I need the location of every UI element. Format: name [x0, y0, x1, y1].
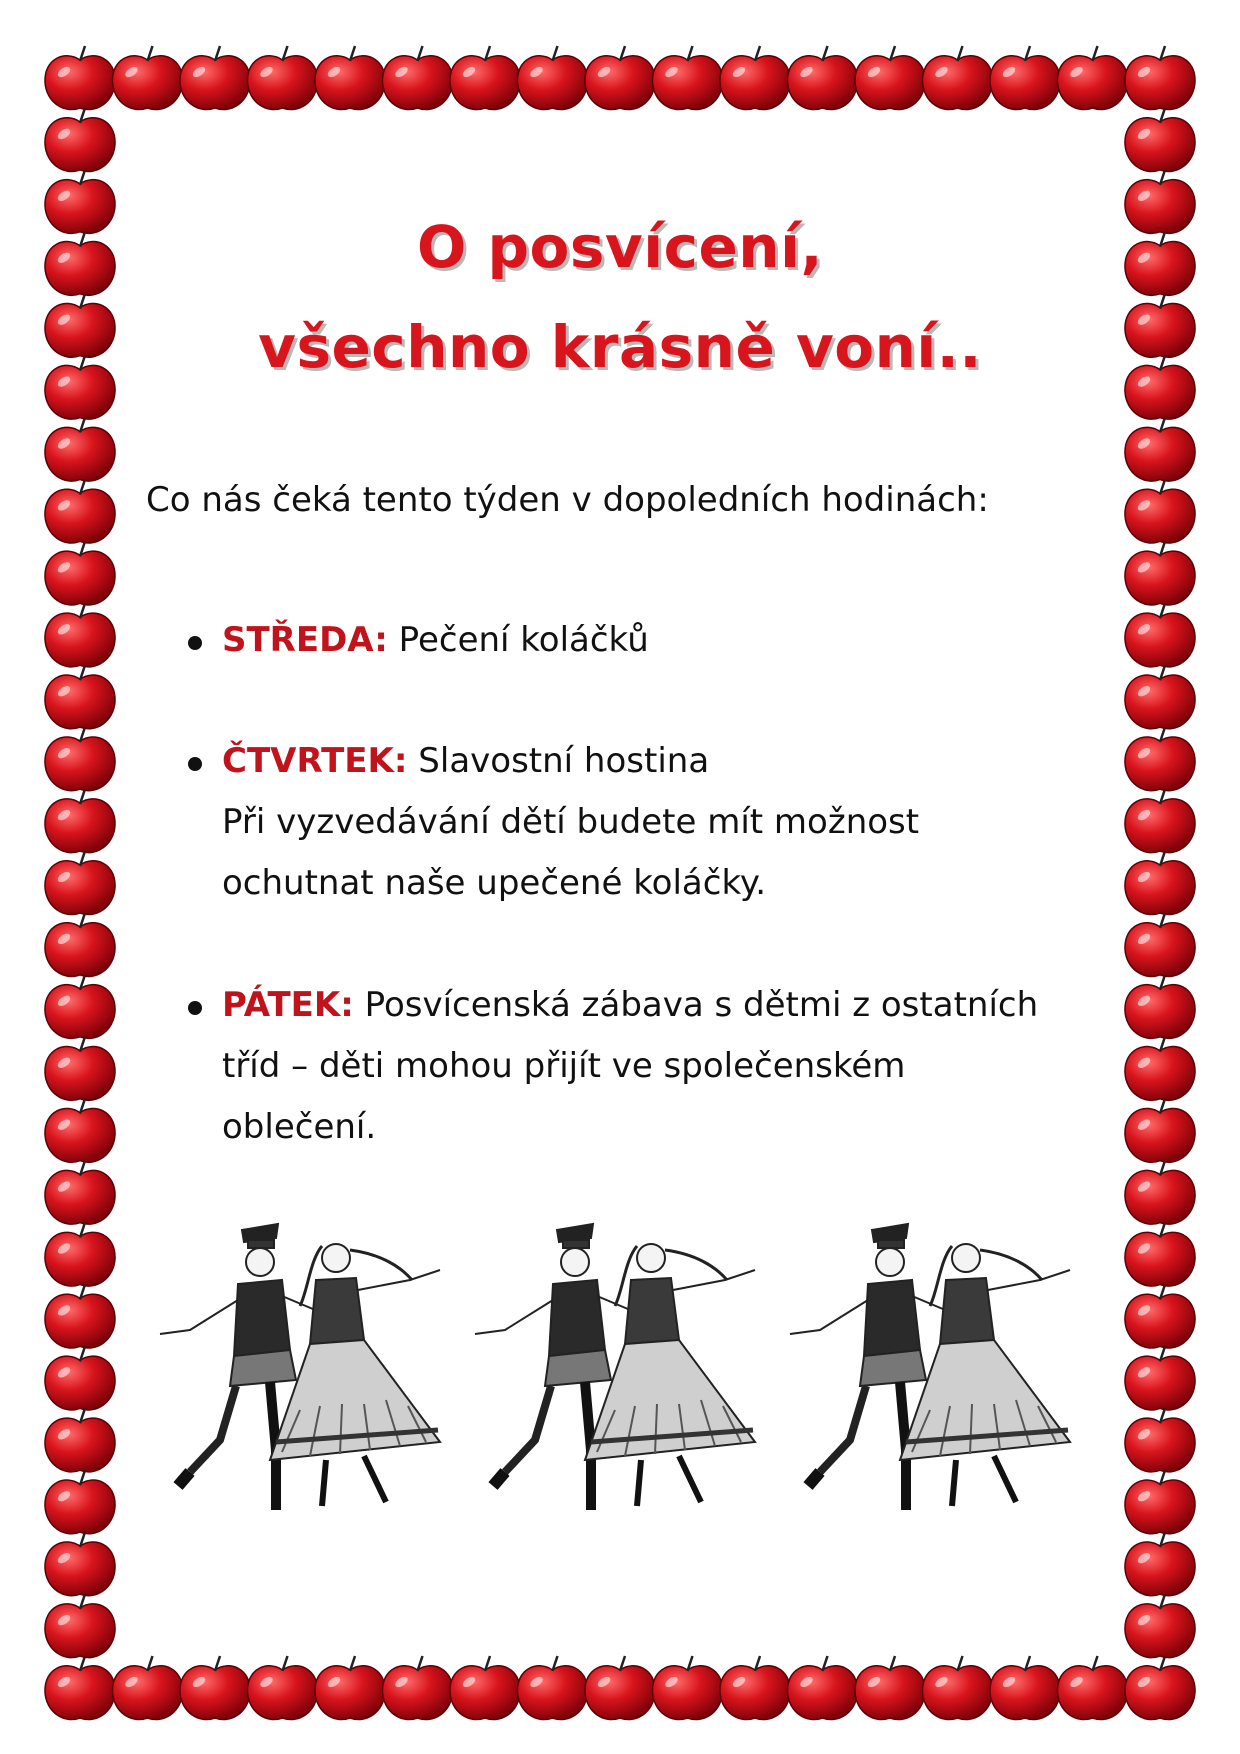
apple-icon — [855, 46, 925, 110]
apple-icon — [1125, 1594, 1195, 1658]
apple-icon — [720, 1656, 790, 1720]
apple-icon — [1125, 1099, 1195, 1163]
schedule-item-friday — [222, 975, 1122, 1158]
apple-icon — [1057, 1656, 1127, 1720]
apple-icon — [45, 851, 115, 915]
schedule-day: PÁTEK: — [222, 985, 354, 1025]
apple-icon — [787, 1656, 857, 1720]
apple-icon — [315, 46, 385, 110]
apple-icon — [1125, 1223, 1195, 1287]
apple-icon — [1125, 851, 1195, 915]
apple-icon — [652, 46, 722, 110]
intro-text: Co nás čeká tento týden v dopoledních hodinách: — [146, 480, 989, 520]
apple-icon — [45, 1470, 115, 1534]
apple-icon — [45, 1532, 115, 1596]
schedule-text: Pečení koláčků — [398, 620, 649, 660]
apple-icon — [855, 1656, 925, 1720]
apple-icon — [1125, 1037, 1195, 1101]
schedule-text-line-3: oblečení. — [222, 1107, 377, 1147]
apple-icon — [1125, 727, 1195, 791]
apple-icon — [1125, 665, 1195, 729]
apple-icon — [382, 1656, 452, 1720]
apple-icon — [45, 1346, 115, 1410]
folk-dancers-illustration — [465, 1210, 785, 1530]
apple-icon — [180, 1656, 250, 1720]
schedule-text-line-2: tříd – děti mohou přijít ve společenském — [222, 1046, 906, 1086]
apple-icon — [45, 789, 115, 853]
apple-icon — [990, 46, 1060, 110]
apple-icon — [1125, 1408, 1195, 1472]
apple-icon — [787, 46, 857, 110]
apple-icon — [45, 108, 115, 172]
title-line-2: všechno krásně voní.. — [258, 313, 982, 381]
schedule-day: ČTVRTEK: — [222, 741, 408, 781]
apple-icon — [1125, 1346, 1195, 1410]
apple-icon — [1125, 108, 1195, 172]
apple-icon — [45, 1037, 115, 1101]
apple-icon — [585, 46, 655, 110]
apple-icon — [1125, 603, 1195, 667]
schedule-day: STŘEDA: — [222, 620, 388, 660]
folk-dancers-illustration — [780, 1210, 1100, 1530]
apple-icon — [1125, 1656, 1195, 1720]
apple-icon — [450, 1656, 520, 1720]
apple-icon — [652, 1656, 722, 1720]
apple-icon — [45, 1161, 115, 1225]
apple-icon — [45, 1099, 115, 1163]
apple-icon — [1125, 1470, 1195, 1534]
apple-icon — [45, 1284, 115, 1348]
schedule-text-line-3: ochutnat naše upečené koláčky. — [222, 863, 767, 903]
apple-icon — [585, 1656, 655, 1720]
apple-icon — [450, 46, 520, 110]
schedule-text-line-2: Při vyzvedávání dětí budete mít možnost — [222, 802, 920, 842]
apple-icon — [315, 1656, 385, 1720]
apple-icon — [247, 1656, 317, 1720]
apple-icon — [45, 1408, 115, 1472]
schedule-text: Posvícenská zábava s dětmi z ostatních — [364, 985, 1039, 1025]
bullet-icon — [188, 636, 202, 650]
apple-icon — [45, 479, 115, 543]
apple-icon — [1125, 541, 1195, 605]
apple-icon — [45, 1656, 115, 1720]
apple-icon — [1125, 913, 1195, 977]
folk-dancers-illustration — [150, 1210, 470, 1530]
apple-icon — [1057, 46, 1127, 110]
apple-icon — [720, 46, 790, 110]
apple-icon — [45, 665, 115, 729]
apple-icon — [45, 975, 115, 1039]
apple-icon — [517, 1656, 587, 1720]
apple-icon — [922, 1656, 992, 1720]
apple-icon — [45, 46, 115, 110]
schedule-text: Slavostní hostina — [418, 741, 710, 781]
schedule-item-thursday — [222, 731, 1122, 914]
bullet-icon — [188, 757, 202, 771]
apple-icon — [45, 541, 115, 605]
apple-icon — [247, 46, 317, 110]
apple-icon — [517, 46, 587, 110]
apple-icon — [112, 46, 182, 110]
title-line-1: O posvícení, — [417, 213, 823, 281]
apple-icon — [45, 1223, 115, 1287]
bullet-icon — [188, 1001, 202, 1015]
apple-icon — [45, 727, 115, 791]
apple-icon — [922, 46, 992, 110]
apple-icon — [1125, 975, 1195, 1039]
apple-icon — [1125, 1532, 1195, 1596]
apple-icon — [1125, 46, 1195, 110]
apple-icon — [45, 1594, 115, 1658]
apple-icon — [1125, 418, 1195, 482]
apple-icon — [1125, 479, 1195, 543]
apple-icon — [1125, 789, 1195, 853]
apple-icon — [112, 1656, 182, 1720]
apple-icon — [45, 603, 115, 667]
apple-icon — [990, 1656, 1060, 1720]
schedule-item-wednesday — [222, 610, 1122, 671]
apple-icon — [1125, 1161, 1195, 1225]
apple-icon — [180, 46, 250, 110]
apple-icon — [382, 46, 452, 110]
apple-icon — [45, 418, 115, 482]
apple-icon — [45, 913, 115, 977]
apple-icon — [1125, 1284, 1195, 1348]
